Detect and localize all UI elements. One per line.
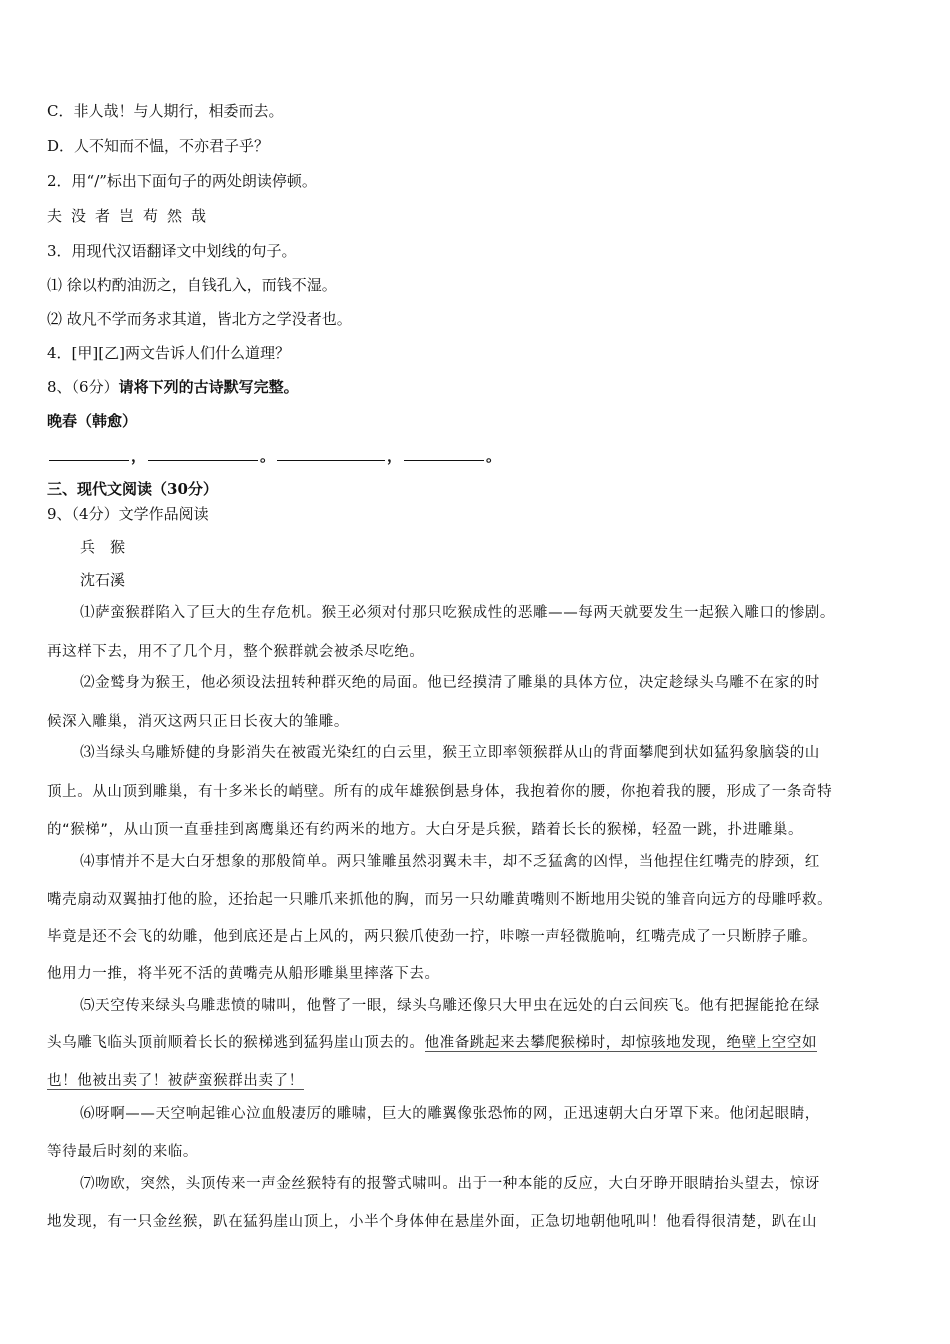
blank-sep-4: 。 bbox=[486, 447, 502, 465]
underlined-sentence-end: 也！他被出卖了！被萨蛮猴群出卖了！ bbox=[47, 1073, 304, 1089]
poem-blanks bbox=[47, 445, 501, 467]
story-paragraph-5-cont-2 bbox=[47, 1070, 304, 1092]
option-c: C．非人哉！与人期行，相委而去。 bbox=[47, 102, 284, 120]
story-paragraph-5-cont-1 bbox=[47, 1032, 817, 1054]
question-8-instruction: 请将下列的古诗默写完整。 bbox=[118, 378, 299, 396]
blank-sep-3: ， bbox=[387, 447, 403, 465]
story-paragraph-5: ⑸天空传来绿头乌雕悲愤的啸叫，他瞥了一眼，绿头乌雕还像只大甲虫在远处的白云间疾飞。他有把握能抢在绿 bbox=[80, 998, 820, 1014]
question-3: 3．用现代汉语翻译文中划线的句子。 bbox=[47, 242, 297, 260]
blank-sep-1: ， bbox=[131, 447, 147, 465]
story-paragraph-4: ⑷事情并不是大白牙想象的那般简单。两只雏雕虽然羽翼未丰，却不乏猛禽的凶悍，当他捏住红嘴壳的脖颈，红 bbox=[80, 854, 820, 870]
blank-4[interactable] bbox=[404, 446, 484, 461]
story-paragraph-7: ⑺吻欧，突然，头顶传来一声金丝猴特有的报警式啸叫。出于一种本能的反应，大白牙睁开眼睛抬头望去，惊讶 bbox=[80, 1176, 820, 1192]
story-paragraph-7-cont: 地发现，有一只金丝猴，趴在猛犸崖山顶上，小半个身体伸在悬崖外面，正急切地朝他吼叫！他看得很清楚，趴在山 bbox=[47, 1214, 818, 1230]
story-paragraph-6-cont: 等待最后时刻的来临。 bbox=[47, 1144, 198, 1160]
story-author: 沈石溪 bbox=[80, 571, 126, 589]
blank-1[interactable] bbox=[49, 446, 129, 461]
question-3-item-2: ⑵ 故凡不学而务求其道，皆北方之学没者也。 bbox=[47, 310, 352, 328]
story-paragraph-4-cont-3: 他用力一推，将半死不活的黄嘴壳从船形雕巢里摔落下去。 bbox=[47, 966, 440, 982]
question-2-sentence: 夫没者岂苟然哉 bbox=[47, 207, 216, 225]
story-paragraph-6: ⑹呀啊——天空响起锥心泣血般凄厉的雕啸，巨大的雕翼像张恐怖的网，正迅速朝大白牙罩下来。他闭起眼睛， bbox=[80, 1106, 820, 1122]
story-paragraph-3-cont-2: 的“猴梯”，从山顶一直垂挂到离鹰巢还有约两米的地方。大白牙是兵猴，踏着长长的猴梯，轻盈一跳，扑进雕巢。 bbox=[47, 822, 804, 838]
question-4: 4．[甲][乙]两文告诉人们什么道理？ bbox=[47, 344, 290, 362]
question-2: 2．用“/”标出下面句子的两处朗读停顿。 bbox=[47, 172, 317, 190]
option-d: D．人不知而不愠，不亦君子乎？ bbox=[47, 137, 270, 155]
blank-3[interactable] bbox=[277, 446, 385, 461]
story-paragraph-1-cont: 再这样下去，用不了几个月，整个猴群就会被杀尽吃绝。 bbox=[47, 644, 425, 660]
story-title: 兵 猴 bbox=[80, 538, 126, 556]
underlined-sentence: 他准备跳起来去攀爬猴梯时，却惊骇地发现，绝壁上空空如 bbox=[424, 1035, 818, 1051]
story-paragraph-3-cont-1: 顶上。从山顶到雕巢，有十多米长的峭壁。所有的成年雄猴倒悬身体，我抱着你的腰，你抱着我的腰，形成了一条奇特 bbox=[47, 784, 833, 800]
story-paragraph-3: ⑶当绿头乌雕矫健的身影消失在被霞光染红的白云里，猴王立即率领猴群从山的背面攀爬到状如猛犸象脑袋的山 bbox=[80, 745, 820, 761]
story-paragraph-5-plain: 头乌雕飞临头顶前顺着长长的猴梯逃到猛犸崖山顶去的。 bbox=[47, 1035, 425, 1051]
poem-title: 晚春（韩愈） bbox=[47, 412, 138, 430]
question-9: 9、（4分）文学作品阅读 bbox=[47, 505, 209, 523]
question-8-prefix: 8、（6分） bbox=[47, 378, 119, 396]
question-8 bbox=[47, 376, 299, 398]
story-paragraph-4-cont-2: 毕竟是还不会飞的幼雕，他到底还是占上风的，两只猴爪使劲一拧，咔嚓一声轻微脆响，红嘴壳成了一只断脖子雕。 bbox=[47, 929, 818, 945]
story-paragraph-4-cont-1: 嘴壳扇动双翼抽打他的脸，还抬起一只雕爪来抓他的胸，而另一只幼雕黄嘴则不断地用尖锐的雏音向远方的母雕呼救。 bbox=[47, 892, 833, 908]
blank-sep-2: 。 bbox=[260, 447, 276, 465]
section-3-heading: 三、现代文阅读（30分） bbox=[47, 480, 218, 498]
story-paragraph-2-cont: 候深入雕巢，消灭这两只正日长夜大的雏雕。 bbox=[47, 714, 349, 730]
blank-2[interactable] bbox=[148, 446, 258, 461]
question-3-item-1: ⑴ 徐以杓酌油沥之，自钱孔入，而钱不湿。 bbox=[47, 276, 337, 294]
story-paragraph-2: ⑵金鹫身为猴王，他必须设法扭转种群灭绝的局面。他已经摸清了雕巢的具体方位，决定趁绿头乌雕不在家的时 bbox=[80, 675, 820, 691]
story-paragraph-1: ⑴萨蛮猴群陷入了巨大的生存危机。猴王必须对付那只吃猴成性的恶雕——每两天就要发生一起猴入雕口的惨剧。 bbox=[80, 605, 835, 621]
